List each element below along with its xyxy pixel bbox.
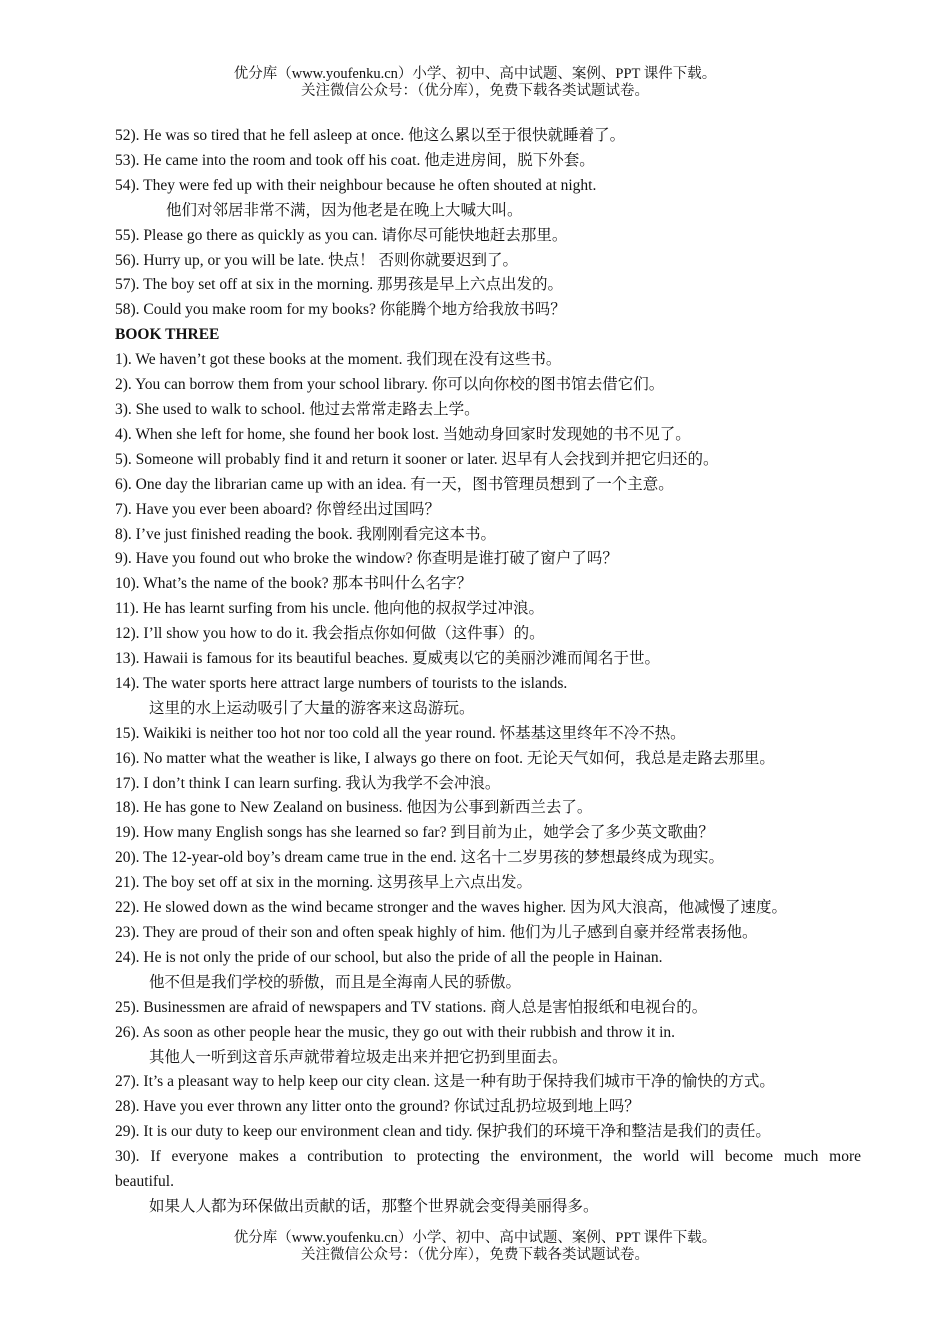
book3-sentence-1: 1). We haven’t got these books at the moment. 我们现在没有这些书。 bbox=[115, 351, 562, 369]
book3-sentence-30-continued: beautiful. bbox=[115, 1173, 174, 1191]
book3-sentence-11: 11). He has learnt surfing from his uncle. 他向他的叔叔学过冲浪。 bbox=[115, 600, 545, 618]
sentence-54-translation: 他们对邻居非常不满，因为他老是在晚上大喊大叫。 bbox=[166, 201, 523, 219]
sentence-55: 55). Please go there as quickly as you can. 请你尽可能快地赶去那里。 bbox=[115, 226, 568, 244]
sentence-54: 54). They were fed up with their neighbour because he often shouted at night. bbox=[115, 176, 597, 194]
book3-sentence-20: 20). The 12-year-old boy’s dream came true in the end. 这名十二岁男孩的梦想最终成为现实。 bbox=[115, 849, 724, 867]
header-line-1: 优分库（www.youfenku.cn）小学、初中、高中试题、案例、PPT 课件下载。 bbox=[233, 66, 717, 82]
book3-sentence-2: 2). You can borrow them from your school library. 你可以向你校的图书馆去借它们。 bbox=[115, 376, 665, 394]
page-footer bbox=[0, 1230, 950, 1264]
book3-sentence-18: 18). He has gone to New Zealand on business. 他因为公事到新西兰去了。 bbox=[115, 799, 593, 817]
book3-sentence-29: 29). It is our duty to keep our environment clean and tidy. 保护我们的环境干净和整洁是我们的责任。 bbox=[115, 1123, 771, 1141]
book3-sentence-17: 17). I don’t think I can learn surfing. 我认为我学不会冲浪。 bbox=[115, 774, 501, 792]
book3-sentence-22: 22). He slowed down as the wind became stronger and the waves higher. 因为风大浪高，他减慢了速度。 bbox=[115, 899, 787, 917]
book3-sentence-4: 4). When she left for home, she found her book lost. 当她动身回家时发现她的书不见了。 bbox=[115, 425, 691, 443]
sentence-53: 53). He came into the room and took off his coat. 他走进房间，脱下外套。 bbox=[115, 151, 595, 169]
page-header bbox=[0, 66, 950, 100]
book3-sentence-5: 5). Someone will probably find it and return it sooner or later. 迟早有人会找到并把它归还的。 bbox=[115, 450, 719, 468]
book3-sentence-12: 12). I’ll show you how to do it. 我会指点你如何做（这件事）的。 bbox=[115, 625, 545, 643]
book3-sentence-21: 21). The boy set off at six in the morning. 这男孩早上六点出发。 bbox=[115, 874, 533, 892]
sentence-58: 58). Could you make room for my books? 你能腾个地方给我放书吗？ bbox=[115, 301, 566, 319]
book3-sentence-30: 30). If everyone makes a contribution to protecting the environment, the world will become much more bbox=[115, 1148, 861, 1166]
book3-sentence-25: 25). Businessmen are afraid of newspapers and TV stations. 商人总是害怕报纸和电视台的。 bbox=[115, 998, 708, 1016]
book3-sentence-8: 8). I’ve just finished reading the book. 我刚刚看完这本书。 bbox=[115, 525, 496, 543]
book3-sentence-14: 14). The water sports here attract large numbers of tourists to the islands. bbox=[115, 674, 568, 692]
book3-sentence-16: 16). No matter what the weather is like, I always go there on foot. 无论天气如何，我总是走路去那里。 bbox=[115, 749, 775, 767]
book3-sentence-24: 24). He is not only the pride of our school, but also the pride of all the people in Hainan. bbox=[115, 948, 663, 966]
book3-sentence-7: 7). Have you ever been aboard? 你曾经出过国吗？ bbox=[115, 500, 440, 518]
book3-sentence-10: 10). What’s the name of the book? 那本书叫什么名字？ bbox=[115, 575, 473, 593]
book3-sentence-9: 9). Have you found out who broke the window? 你查明是谁打破了窗户了吗？ bbox=[115, 550, 618, 568]
book3-sentence-13: 13). Hawaii is famous for its beautiful beaches. 夏威夷以它的美丽沙滩而闻名于世。 bbox=[115, 650, 660, 668]
book3-sentence-23: 23). They are proud of their son and often speak highly of him. 他们为儿子感到自豪并经常表扬他。 bbox=[115, 924, 758, 941]
header-line-2: 关注微信公众号：（优分库），免费下载各类试题试卷。 bbox=[301, 83, 649, 99]
footer-line-1: 优分库（www.youfenku.cn）小学、初中、高中试题、案例、PPT 课件下载。 bbox=[233, 1230, 717, 1246]
book3-sentence-30-translation: 如果人人都为环保做出贡献的话，那整个世界就会变得美丽得多。 bbox=[149, 1197, 599, 1215]
sentence-52: 52). He was so tired that he fell asleep at once. 他这么累以至于很快就睡着了。 bbox=[115, 127, 626, 144]
book3-sentence-26: 26). As soon as other people hear the music, they go out with their rubbish and throw it in. bbox=[115, 1023, 676, 1041]
sentence-57: 57). The boy set off at six in the morning. 那男孩是早上六点出发的。 bbox=[115, 276, 564, 294]
book3-sentence-28: 28). Have you ever thrown any litter onto the ground? 你试过乱扔垃圾到地上吗？ bbox=[115, 1098, 640, 1116]
document-body bbox=[115, 124, 861, 1220]
footer-line-2: 关注微信公众号：（优分库），免费下载各类试题试卷。 bbox=[301, 1247, 649, 1263]
book3-sentence-27: 27). It’s a pleasant way to help keep our city clean. 这是一种有助于保持我们城市干净的愉快的方式。 bbox=[115, 1073, 775, 1091]
book3-sentence-24-translation: 他不但是我们学校的骄傲，而且是全海南人民的骄傲。 bbox=[149, 973, 522, 991]
section-heading: BOOK THREE bbox=[115, 326, 220, 344]
book3-sentence-6: 6). One day the librarian came up with an idea. 有一天，图书管理员想到了一个主意。 bbox=[115, 475, 674, 493]
book3-sentence-19: 19). How many English songs has she learned so far? 到目前为止，她学会了多少英文歌曲？ bbox=[115, 824, 714, 842]
book3-sentence-14-translation: 这里的水上运动吸引了大量的游客来这岛游玩。 bbox=[149, 699, 475, 717]
book3-sentence-3: 3). She used to walk to school. 他过去常常走路去上学。 bbox=[115, 400, 480, 418]
sentence-56: 56). Hurry up, or you will be late. 快点！ 否则你就要迟到了。 bbox=[115, 251, 518, 269]
book3-sentence-26-translation: 其他人一听到这音乐声就带着垃圾走出来并把它扔到里面去。 bbox=[149, 1048, 568, 1066]
book3-sentence-15: 15). Waikiki is neither too hot nor too cold all the year round. 怀基基这里终年不冷不热。 bbox=[115, 724, 686, 742]
